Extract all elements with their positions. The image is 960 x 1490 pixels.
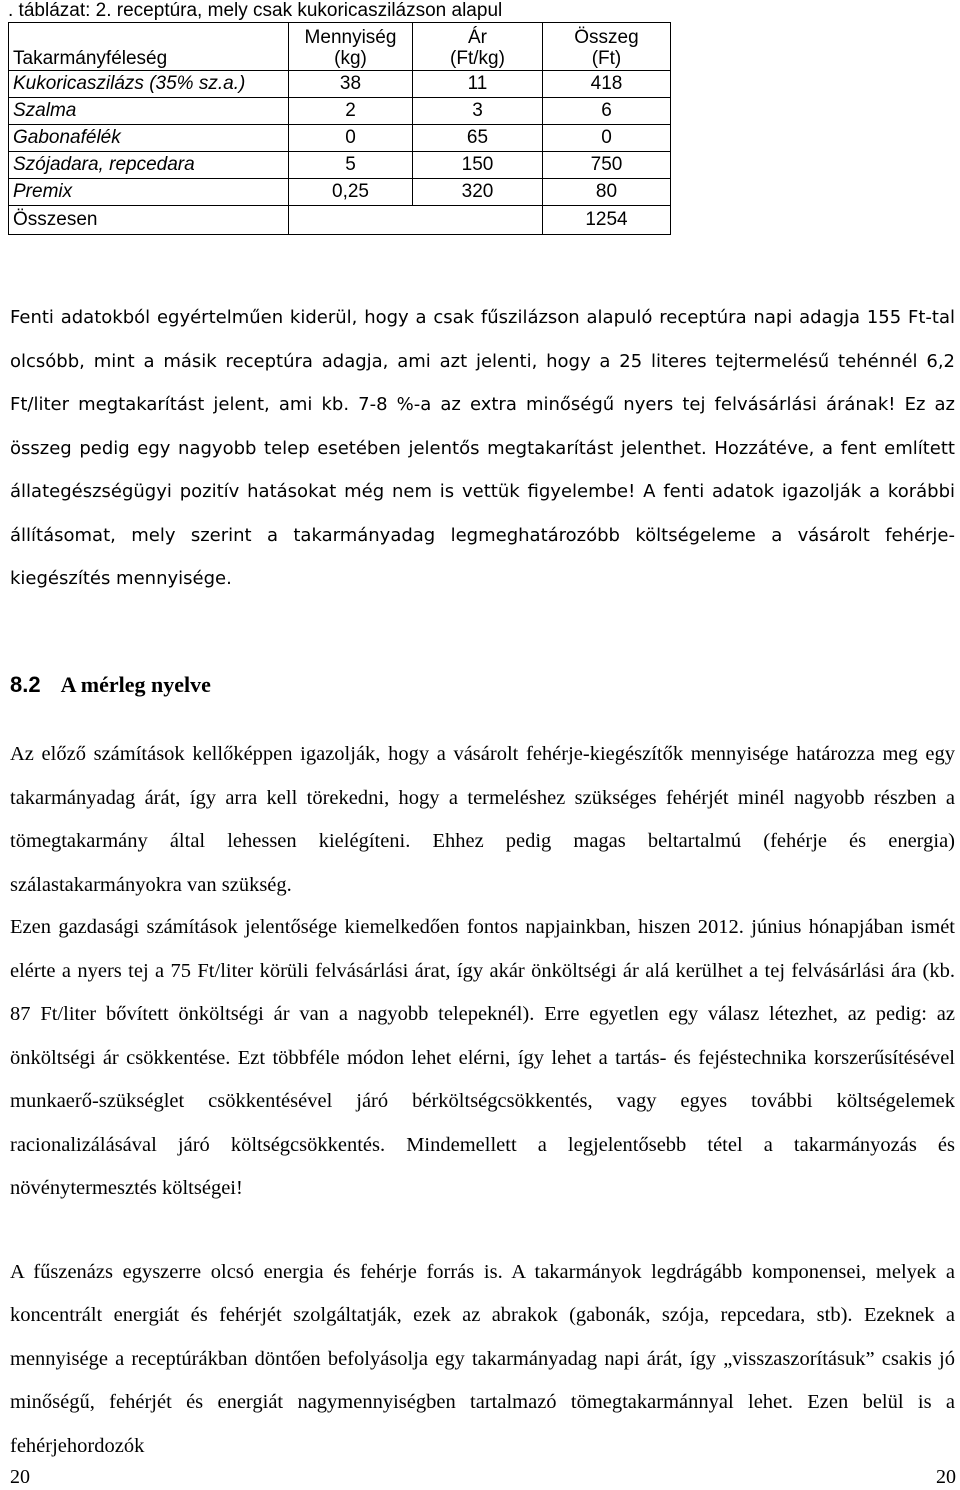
table-caption: . táblázat: 2. receptúra, mely csak kukoricaszilázson alapul (8, 0, 503, 21)
table-row (9, 98, 671, 125)
table-row (9, 179, 671, 206)
header-quantity: Mennyiség (kg) (289, 23, 413, 71)
row-quantity: 0,25 (289, 179, 413, 206)
row-quantity: 2 (289, 98, 413, 125)
row-price: 11 (413, 71, 543, 98)
table-total-row (9, 206, 671, 235)
paragraph-protein-supplements: Az előző számítások kellőképpen igazolják, hogy a vásárolt fehérje-kiegészítők mennyisége határozza meg egy takarmányadag árát, így arra kell törekedni, hogy a termeléshez szükséges fehérjét minél nagyobb részben a tömegtakarmány által lehessen kielégíteni. Ehhez pedig magas beltartalmú (fehérje és energia) szálastakarmányokra van szükség. (10, 743, 955, 896)
total-value: 1254 (543, 206, 671, 235)
page-number-right: 20 (936, 1466, 956, 1488)
row-amount: 750 (543, 152, 671, 179)
row-amount: 6 (543, 98, 671, 125)
header-feed-type: Takarmányféleség (9, 23, 289, 71)
table-row (9, 125, 671, 152)
row-amount: 80 (543, 179, 671, 206)
paragraph-economic-calculations: Ezen gazdasági számítások jelentősége kiemelkedően fontos napjainkban, hiszen 2012. június hónapjában ismét elérte a nyers tej a 75 Ft/liter körüli felvásárlási árat, így akár önköltségi ár alá kerülhet a tej felvásárlási ára (kb. 87 Ft/liter bővített önköltségi ár van a nagyobb telepeknél). Erre egyetlen egy válasz létezhet, az pedig: az önköltségi ár csökkentése. Ezt többféle módon lehet elérni, így lehet a tartás- és fejéstechnika korszerűsítésével munkaerő-szükséglet csökkentésével járó bérköltségcsökkentés, vagy egyes további költségelemek racionalizálásával járó költségcsökkentés. Mindemellett a legjelentősebb tétel a takarmányozás és növénytermesztés költségei! (10, 916, 955, 1199)
table-row (9, 71, 671, 98)
header-amount: Összeg (Ft) (543, 23, 671, 71)
feed-recipe-table (8, 22, 671, 235)
total-empty-cell (289, 206, 543, 235)
section-title: A mérleg nyelve (60, 672, 211, 697)
row-feed-name: Kukoricaszilázs (35% sz.a.) (9, 71, 289, 98)
total-label: Összesen (9, 206, 289, 235)
row-feed-name: Premix (9, 179, 289, 206)
paragraph-recipe-comparison: Fenti adatokból egyértelműen kiderül, hogy a csak fűszilázson alapuló receptúra napi adagja 155 Ft-tal olcsóbb, mint a másik receptúra adagja, ami azt jelenti, hogy a 25 literes tejtermelésű tehénnél 6,2 Ft/liter megtakarítást jelent, ami kb. 7-8 %-a az extra minőségű nyers tej felvásárlási árának! Ez az összeg pedig egy nagyobb telep esetében jelentős megtakarítást jelenthet. Hozzátéve, a fent említett állategészségügyi pozitív hatásokat még nem is vettük figyelembe! A fenti adatok igazolják a korábbi állításomat, mely szerint a takarmányadag legmeghatározóbb költségeleme a vásárolt fehérje-kiegészítés mennyisége. (10, 307, 955, 589)
row-quantity: 38 (289, 71, 413, 98)
row-feed-name: Szójadara, repcedara (9, 152, 289, 179)
row-price: 65 (413, 125, 543, 152)
row-price: 3 (413, 98, 543, 125)
row-amount: 418 (543, 71, 671, 98)
row-feed-name: Gabonafélék (9, 125, 289, 152)
page-number-left: 20 (10, 1466, 30, 1488)
row-quantity: 0 (289, 125, 413, 152)
row-price: 150 (413, 152, 543, 179)
paragraph-grass-silage: A fűszenázs egyszerre olcsó energia és fehérje forrás is. A takarmányok legdrágább komponensei, melyek a koncentrált energiát és fehérjét szolgáltatják, ezek az abrakok (gabonák, szója, repcedara, stb). Ezeknek a mennyisége a receptúrákban döntően befolyásolja egy takarmányadag napi árát, így „visszaszorításuk” csakis jó minőségű, fehérjét és energiát nagymennyiségben tartalmazó tömegtakarmánnyal lehet. Ezen belül is a fehérjehordozók (10, 1261, 955, 1457)
row-price: 320 (413, 179, 543, 206)
table-header-row (9, 23, 671, 71)
section-number: 8.2 (10, 672, 41, 697)
table-row (9, 152, 671, 179)
row-feed-name: Szalma (9, 98, 289, 125)
row-amount: 0 (543, 125, 671, 152)
header-price: Ár (Ft/kg) (413, 23, 543, 71)
section-heading (10, 672, 211, 698)
row-quantity: 5 (289, 152, 413, 179)
